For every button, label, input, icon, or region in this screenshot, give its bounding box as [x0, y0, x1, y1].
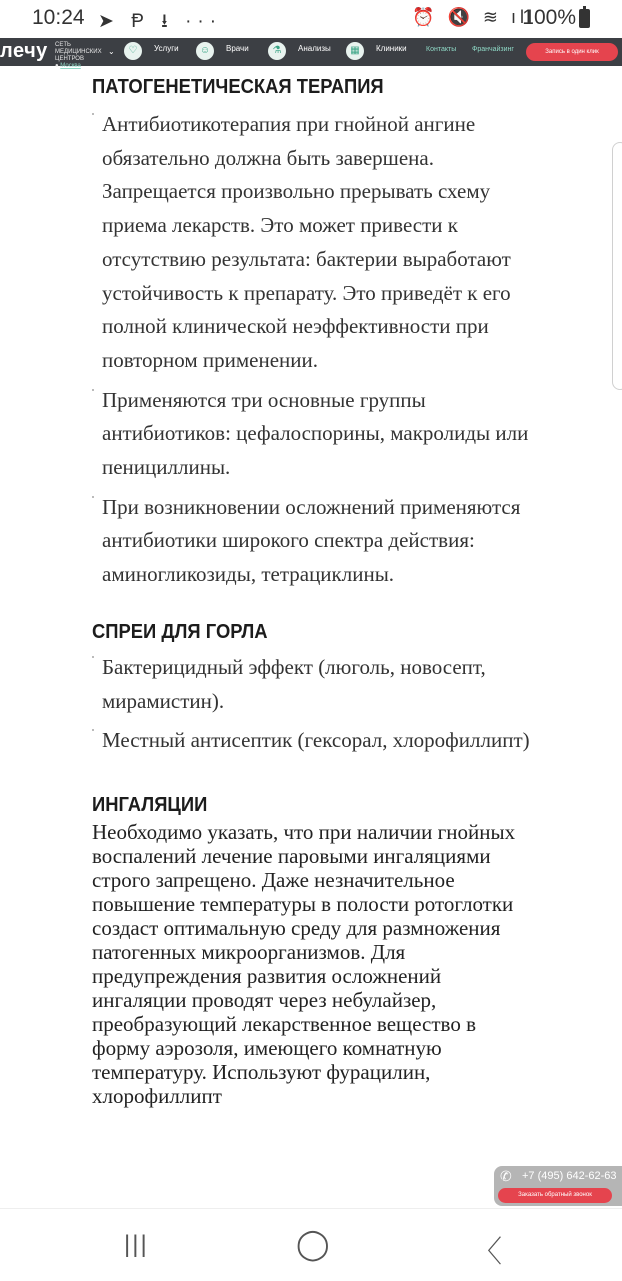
inhalations-paragraph: Необходимо указать, что при наличии гнойных воспалений лечение паровыми ингаляциями строго запрещено. Даже незначительное повышение температуры в полости ротоглотки создаст оптимальную среду для размножения патогенных микроорганизмов. Для предупреждения развития осложнений ингаляции проводят через небулайзер, преобразующий лекарственное вещество в форму аэрозоля, имеющего комнатную температуру. Используют фурацилин, хлорофиллипт: [92, 819, 516, 1108]
home-icon[interactable]: ◯: [296, 1228, 330, 1261]
status-bar: [0, 0, 622, 38]
one-click-booking-button[interactable]: Запись в один клик: [526, 43, 618, 61]
sprays-list: [92, 651, 532, 758]
phone-number[interactable]: +7 (495) 642-62-63: [522, 1170, 617, 1182]
section-heading-sprays: СПРЕИ ДЛЯ ГОРЛА: [92, 620, 268, 643]
back-icon[interactable]: 〈: [472, 1236, 502, 1269]
section-heading-inhalations: ИНГАЛЯЦИИ: [92, 793, 208, 816]
battery-percent: 100%: [522, 6, 576, 29]
edge-panel-handle[interactable]: [612, 142, 622, 390]
callback-button[interactable]: Заказать обратный звонок: [498, 1188, 612, 1203]
status-time: 10:24: [32, 6, 85, 29]
doctors-icon[interactable]: ☺: [196, 42, 214, 60]
list-item: При возникновении осложнений применяются антибиотики широкого спектра действия: аминогликозиды, тетрациклины.: [92, 491, 532, 592]
services-icon[interactable]: ♡: [124, 42, 142, 60]
callback-widget: [494, 1166, 622, 1206]
list-item: Бактерицидный эффект (люголь, новосепт, мирамистин).: [92, 651, 532, 718]
list-item: Местный антисептик (гексорал, хлорофиллипт): [92, 724, 532, 758]
phone-icon[interactable]: ✆: [500, 1168, 512, 1184]
clinics-icon[interactable]: ▦: [346, 42, 364, 60]
logo-subtitle-text: СЕТЬ МЕДИЦИНСКИХ ЦЕНТРОВ: [55, 42, 102, 62]
list-item: Антибиотикотерапия при гнойной ангине обязательно должна быть завершена. Запрещается произвольно прерывать схему приема лекарств. Это может привести к отсутствию результата: бактерии выработают устойчивость к препарату. Это приведёт к его полной клинической неэффективности при повторном применении.: [92, 108, 532, 378]
list-item: Применяются три основные группы антибиотиков: цефалоспорины, макролиды или пенициллины.: [92, 384, 532, 485]
battery-icon: [579, 9, 590, 28]
chevron-down-icon[interactable]: ⌄: [108, 47, 115, 56]
recent-apps-icon[interactable]: |||: [124, 1231, 149, 1258]
system-icons: ⏰ 🔇 ≋ ıll: [412, 7, 536, 27]
nav-franchise[interactable]: Франчайзинг: [472, 46, 514, 53]
tests-icon[interactable]: ⚗: [268, 42, 286, 60]
nav-tests[interactable]: Анализы: [298, 44, 331, 53]
site-header: [0, 38, 622, 69]
nav-clinics[interactable]: Клиники: [376, 44, 407, 53]
pathogenetic-list: [92, 108, 532, 592]
nav-services[interactable]: Услуги: [154, 44, 179, 53]
site-logo[interactable]: лечу: [0, 40, 48, 62]
city-selector[interactable]: Москва: [60, 63, 81, 69]
notification-icons: ➤ Ᵽ ⭳ ···: [98, 11, 223, 32]
system-navigation-bar: [0, 1208, 622, 1281]
nav-doctors[interactable]: Врачи: [226, 44, 249, 53]
section-heading-pathogenetic: ПАТОГЕНЕТИЧЕСКАЯ ТЕРАПИЯ: [92, 76, 384, 98]
nav-contacts[interactable]: Контакты: [426, 46, 457, 53]
map-pin-icon: ●: [55, 63, 59, 69]
article-content: [92, 66, 532, 1108]
